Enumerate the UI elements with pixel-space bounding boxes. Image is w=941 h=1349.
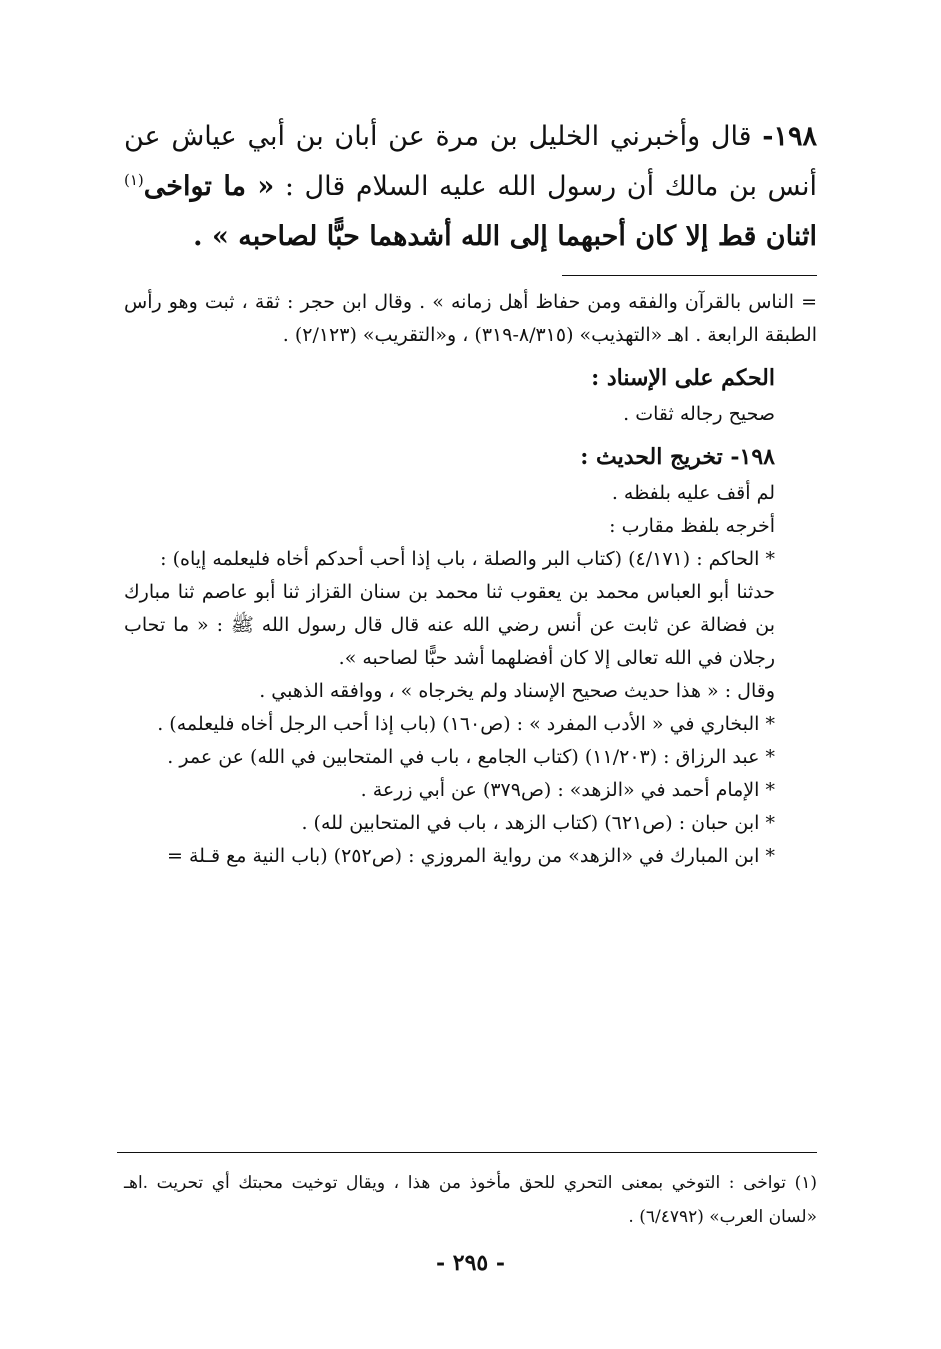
page-number: - ٢٩٥ -: [435, 1250, 506, 1276]
separator-rule: [562, 275, 817, 276]
source-hakim: * الحاكم : (٤/١٧١) (كتاب البر والصلة ، باب إذا أحب أحدكم أخاه فليعلمه إياه) :: [160, 548, 775, 570]
commentary: [124, 286, 817, 873]
footnote-reference: (١): [124, 171, 144, 189]
source-abdulrazzaq: * عبد الرزاق : (١١/٢٠٣) (كتاب الجامع ، باب في المتحابين في الله) عن عمر .: [167, 746, 775, 768]
source-ibnhibban: * ابن حبان : (ص٦٢١) (كتاب الزهد ، باب في المتحابين لله) .: [301, 812, 775, 834]
source-bukhari: * البخاري في « الأدب المفرد » : (ص١٦٠) (باب إذا أحب الرجل أخاه فليعلمه) .: [157, 713, 775, 735]
note-continuation: = الناس بالقرآن والفقه ومن حفاظ أهل زمانه » . وقال ابن حجر : ثقة ، ثبت وهو رأس الطبقة الرابعة . اهـ «التهذيب» (٨/٣١٥-٣١٩) ، و«التقريب» (٢/١٢٣) .: [124, 291, 817, 346]
ruling-text: صحيح رجاله ثقات .: [623, 403, 775, 425]
hadith-quote-open: « ما تواخى: [143, 171, 275, 202]
hadith-text: [124, 112, 817, 262]
source-ibnmubarak: * ابن المبارك في «الزهد» من رواية المروزي : (ص٢٥٢) (باب النية مع قـلة =: [167, 845, 775, 867]
hadith-number: ١٩٨-: [762, 121, 817, 152]
hadith-chain: قال وأخبرني الخليل بن مرة عن أبان بن أبي عياش عن أنس بن مالك أن رسول الله عليه السلام قال :: [124, 121, 817, 202]
takhrij-heading: ١٩٨- تخريج الحديث :: [580, 444, 775, 470]
hakim-comment: وقال : « هذا حديث صحيح الإسناد ولم يخرجاه » ، ووافقه الذهبي .: [259, 680, 775, 702]
footnote-text: (١) تواخى : التوخي بمعنى التحري للحق مأخوذ من هذا ، ويقال توخيت محبتك أي تحريت .اهـ «لسان العرب» (٦/٤٧٩٢) .: [124, 1173, 817, 1227]
takhrij-line-2: أخرجه بلفظ مقارب :: [609, 515, 775, 537]
footnote: [124, 1166, 817, 1234]
hakim-isnad: حدثنا أبو العباس محمد بن يعقوب ثنا محمد بن سنان القزاز ثنا أبو عاصم ثنا مبارك بن فضالة عن ثابت عن أنس رضي الله عنه قال قال رسول الله ﷺ : « ما تحاب رجلان في الله تعالى إلا كان أفضلهما أشد حبًّا لصاحبه ».: [124, 581, 775, 669]
hadith-quote-rest: اثنان قط إلا كان أحبهما إلى الله أشدهما حبًّا لصاحبه » .: [193, 221, 817, 252]
ruling-heading: الحكم على الإسناد :: [591, 365, 775, 391]
source-ahmad: * الإمام أحمد في «الزهد» : (ص٣٧٩) عن أبي زرعة .: [360, 779, 775, 801]
footnote-rule: [117, 1152, 817, 1153]
takhrij-line-1: لم أقف عليه بلفظه .: [611, 482, 775, 504]
